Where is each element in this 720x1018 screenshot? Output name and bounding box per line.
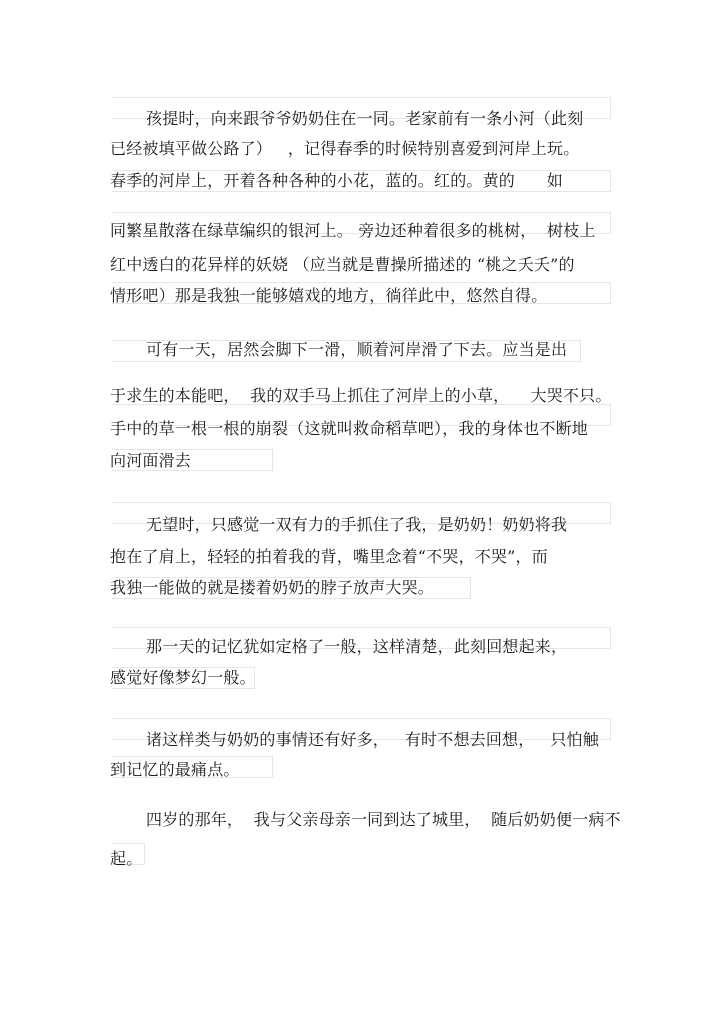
text-line: 红中透白的花异样的妖娆 （应当就是曹操所描述的 “桃之夭夭”的 xyxy=(110,255,575,274)
text-line: 诸这样类与奶奶的事情还有好多， 有时不想去回想， 只怕触 xyxy=(146,730,599,749)
text-line: 那一天的记忆犹如定格了一般，这样清楚，此刻回想起来， xyxy=(146,637,568,656)
text-line: 同繁星散落在绿草编织的银河上。 旁边还种着很多的桃树， 树枝上 xyxy=(110,221,596,240)
text-line: 我独一能做的就是搂着奶奶的脖子放声大哭。 xyxy=(110,578,435,597)
text-line: 于求生的本能吧， 我的双手马上抓住了河岸上的小草， 大哭不只。 xyxy=(110,386,612,405)
text-line: 向河面滑去 xyxy=(110,451,192,470)
text-line: 手中的草一根一根的崩裂（这就叫救命稻草吧），我的身体也不断地 xyxy=(110,419,589,438)
text-line: 四岁的那年， 我与父亲母亲一同到达了城里， 随后奶奶便一病不 xyxy=(146,810,621,829)
text-line: 已经被填平做公路了） ，记得春季的时候特别喜爱到河岸上玩。 xyxy=(110,139,580,158)
text-line: 到记忆的最痛点。 xyxy=(110,760,240,779)
text-line: 春季的河岸上，开着各种各种的小花，蓝的。红的。黄的 如 xyxy=(110,171,563,190)
text-line: 感觉好像梦幻一般。 xyxy=(110,668,256,687)
text-line: 情形吧）那是我独一能够嬉戏的地方，徜徉此中，悠然自得。 xyxy=(110,286,548,305)
text-line: 无望时，只感觉一双有力的手抓住了我，是奶奶！奶奶将我 xyxy=(146,515,568,534)
text-line: 可有一天，居然会脚下一滑，顺着河岸滑了下去。应当是出 xyxy=(146,340,568,359)
text-line: 孩提时，向来跟爷爷奶奶住在一同。老家前有一条小河（此刻 xyxy=(146,109,584,128)
text-line: 起。 xyxy=(110,849,143,868)
text-line: 抱在了肩上，轻轻的拍着我的背，嘴里念着“不哭，不哭”，而 xyxy=(110,547,548,566)
